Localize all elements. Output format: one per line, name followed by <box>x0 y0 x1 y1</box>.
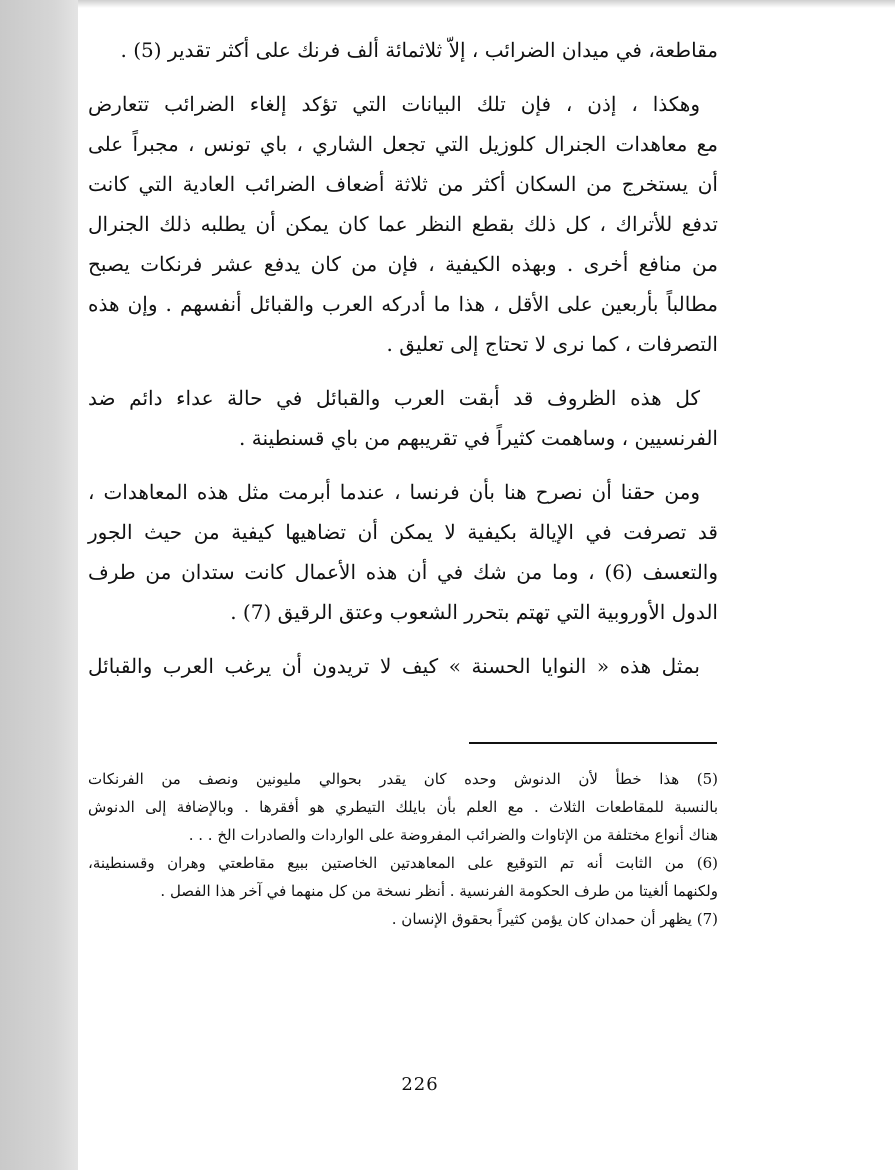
scan-shadow-edge <box>0 0 78 1170</box>
text-line: أن يستخرج من السكان أكثر من ثلاثة أضعاف الضرائب العادية التي كانت <box>88 172 718 196</box>
footnote-line: هناك أنواع مختلفة من الإتاوات والضرائب المفروضة على الواردات والصادرات الخ . . . <box>188 826 718 844</box>
text-line: كل هذه الظروف قد أبقت العرب والقبائل في حالة عداء دائم ضد <box>88 386 700 410</box>
footnote-line: (6) من الثابت أنه تم التوقيع على المعاهدتين الخاصتين ببيع مقاطعتي وهران وقسنطينة، <box>88 854 718 872</box>
text-line: وهكذا ، إذن ، فإن تلك البيانات التي تؤكد إلغاء الضرائب تتعارض <box>88 92 700 116</box>
footnote-5 <box>88 765 718 849</box>
text-line: من منافع أخرى . وبهذه الكيفية ، فإن من كان يدفع عشر فرنكات يصبح <box>88 252 718 276</box>
text-line: مطالباً بأربعين على الأقل ، هذا ما أدركه العرب والقبائل أنفسهم . وإن هذه <box>88 292 718 316</box>
footnote-7 <box>88 905 718 933</box>
main-text <box>88 30 718 700</box>
footnote-line: بالنسبة للمقاطعات الثلاث . مع العلم بأن بايلك التيطري هو أفقرها . وبالإضافة إلى الدنوش <box>88 798 718 816</box>
text-line: الفرنسيين ، وساهمت كثيراً في تقريبهم من باي قسنطينة . <box>239 426 718 450</box>
paragraph-4 <box>88 472 718 632</box>
text-line: الدول الأوروبية التي تهتم بتحرر الشعوب وعتق الرقيق (7) . <box>230 600 718 624</box>
footnotes <box>88 765 718 933</box>
footnote-line: ولكنهما ألغيتا من طرف الحكومة الفرنسية . أنظر نسخة من كل منهما في آخر هذا الفصل . <box>160 882 718 900</box>
page-number: 226 <box>401 1074 439 1095</box>
text-line: مع معاهدات الجنرال كلوزيل التي تجعل الشاري ، باي تونس ، مجبراً على <box>88 132 718 156</box>
footnote-6 <box>88 849 718 905</box>
text-line: والتعسف (6) ، وما من شك في أن هذه الأعمال كانت ستدان من طرف <box>88 560 718 584</box>
text-line: ومن حقنا أن نصرح هنا بأن فرنسا ، عندما أبرمت مثل هذه المعاهدات ، <box>88 480 700 504</box>
paragraph-5 <box>88 646 718 686</box>
scan-top-band <box>78 0 895 8</box>
text-line: بمثل هذه « النوايا الحسنة » كيف لا تريدون أن يرغب العرب والقبائل <box>88 654 700 678</box>
paragraph-1 <box>88 30 718 70</box>
text-line: تدفع للأتراك ، كل ذلك بقطع النظر عما كان يمكن أن يطلبه ذلك الجنرال <box>88 212 718 236</box>
paragraph-2 <box>88 84 718 364</box>
footnote-separator <box>469 742 717 744</box>
footnote-line: (5) هذا خطأ لأن الدنوش وحده كان يقدر بحوالي مليونين ونصف من الفرنكات <box>88 770 718 788</box>
footnote-line: (7) يظهر أن حمدان كان يؤمن كثيراً بحقوق الإنسان . <box>391 910 718 928</box>
text-line: التصرفات ، كما نرى لا تحتاج إلى تعليق . <box>386 332 718 356</box>
paragraph-3 <box>88 378 718 458</box>
text-line: قد تصرفت في الإيالة بكيفية لا يمكن أن تضاهيها كيفية من حيث الجور <box>88 520 718 544</box>
text-line: مقاطعة، في ميدان الضرائب ، إلاّ ثلاثمائة ألف فرنك على أكثر تقدير (5) . <box>120 38 718 62</box>
